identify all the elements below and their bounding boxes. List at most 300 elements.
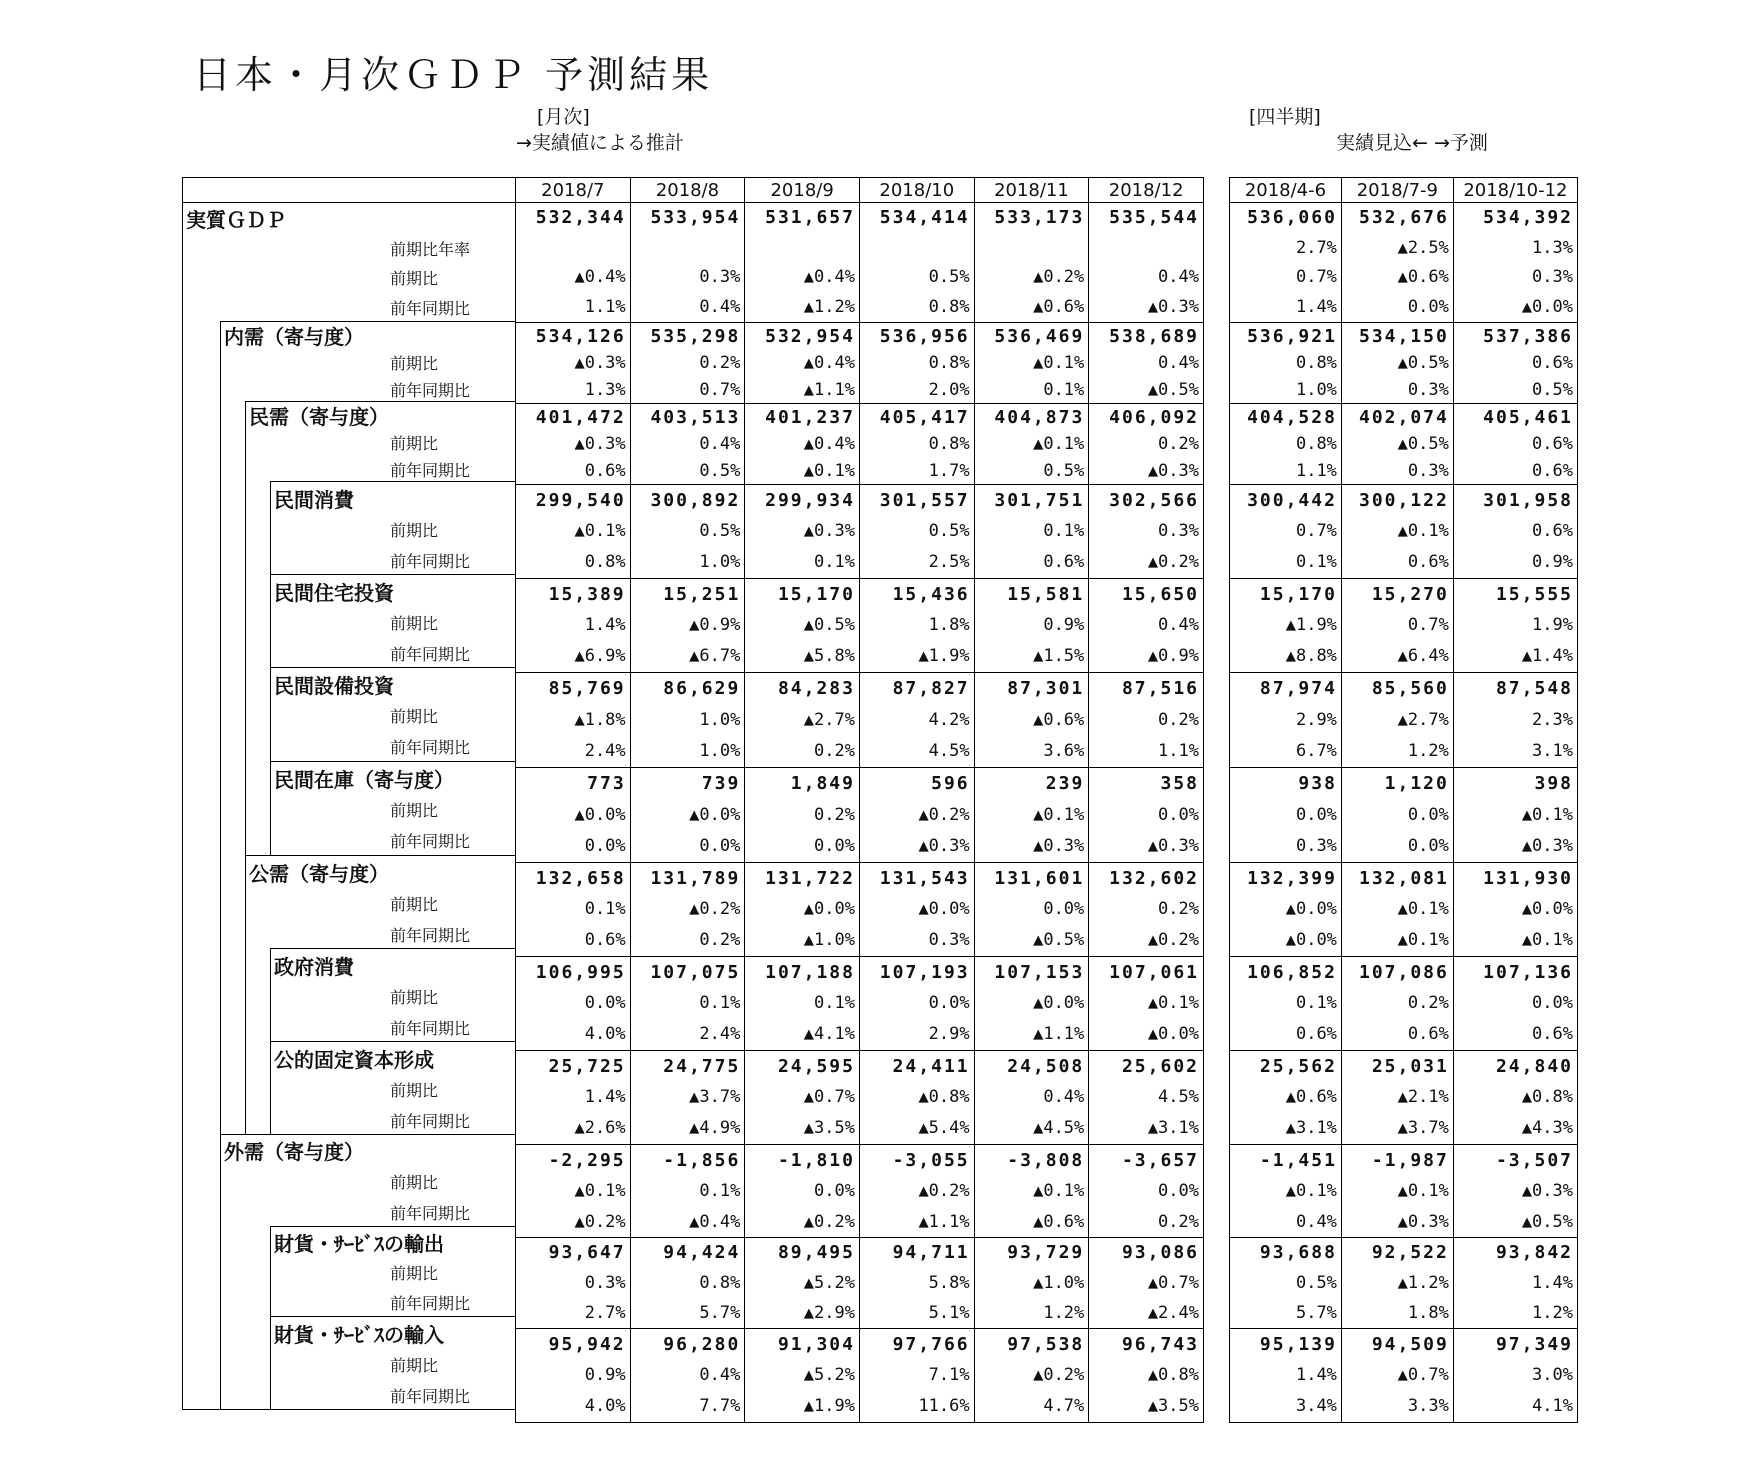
block-divider	[270, 761, 515, 762]
table-row	[516, 1360, 1204, 1391]
table-row	[516, 1144, 1204, 1175]
data-cell: ▲3.7%	[1341, 1113, 1453, 1145]
table-row	[516, 988, 1204, 1019]
data-cell: 106,852	[1230, 956, 1342, 988]
data-cell: 3.0%	[1453, 1360, 1577, 1391]
data-cell: 1.3%	[1453, 233, 1577, 263]
data-cell: 0.3%	[516, 1268, 631, 1298]
block-divider	[182, 202, 515, 203]
data-cell: 534,392	[1453, 203, 1577, 233]
data-cell: ▲4.3%	[1453, 1113, 1577, 1145]
data-cell: ▲2.4%	[1089, 1298, 1204, 1329]
data-cell: 3.1%	[1453, 736, 1577, 768]
data-cell: ▲0.0%	[516, 799, 631, 830]
data-cell: 107,136	[1453, 956, 1577, 988]
table-row	[1230, 292, 1578, 322]
data-cell: 93,729	[974, 1237, 1089, 1268]
data-cell: 107,086	[1341, 956, 1453, 988]
table-row	[516, 1237, 1204, 1268]
data-cell: 358	[1089, 767, 1204, 799]
data-cell: ▲5.2%	[745, 1360, 860, 1391]
table-row	[516, 263, 1204, 293]
data-cell: ▲1.2%	[1341, 1268, 1453, 1298]
table-row	[1230, 704, 1578, 735]
data-cell: 0.4%	[1089, 263, 1204, 293]
table-row	[1230, 956, 1578, 988]
table-row	[516, 516, 1204, 547]
data-cell: ▲0.5%	[1341, 431, 1453, 458]
data-cell: ▲5.4%	[859, 1113, 974, 1145]
table-row	[1230, 516, 1578, 547]
row-metric-label: 前期比	[390, 1173, 439, 1192]
data-cell: 538,689	[1089, 323, 1204, 350]
column-header: 2018/12	[1089, 178, 1204, 203]
data-cell: 97,349	[1453, 1328, 1577, 1360]
data-cell: ▲0.3%	[1453, 831, 1577, 863]
data-cell: 25,725	[516, 1050, 631, 1082]
data-cell: 132,081	[1341, 862, 1453, 894]
data-cell: 0.1%	[630, 988, 745, 1019]
data-cell: ▲8.8%	[1230, 641, 1342, 673]
data-cell: ▲0.9%	[1089, 641, 1204, 673]
table-row	[1230, 1237, 1578, 1268]
table-row	[516, 641, 1204, 673]
data-cell: ▲0.8%	[859, 1082, 974, 1113]
data-cell: ▲0.3%	[1089, 457, 1204, 484]
data-cell: 86,629	[630, 672, 745, 704]
row-group-label: 公需（寄与度）	[249, 861, 389, 886]
data-cell: -3,507	[1453, 1144, 1577, 1175]
table-row	[516, 1050, 1204, 1082]
data-cell: ▲0.5%	[1453, 1206, 1577, 1237]
table-row	[1230, 831, 1578, 863]
data-cell: 533,954	[630, 203, 745, 233]
data-cell: 0.1%	[516, 894, 631, 925]
data-cell: 0.0%	[516, 988, 631, 1019]
table-row	[1230, 350, 1578, 377]
row-metric-label: 前期比	[390, 1264, 439, 1283]
data-cell: 1.9%	[1453, 610, 1577, 641]
data-cell: 87,827	[859, 672, 974, 704]
table-row	[1230, 672, 1578, 704]
data-cell: ▲1.5%	[974, 641, 1089, 673]
table-row	[1230, 1391, 1578, 1423]
data-cell: 2.7%	[1230, 233, 1342, 263]
indent-line	[245, 855, 246, 1134]
data-cell: 92,522	[1341, 1237, 1453, 1268]
data-cell: 532,344	[516, 203, 631, 233]
data-cell: 25,602	[1089, 1050, 1204, 1082]
table-row	[516, 376, 1204, 403]
data-cell: 4.2%	[859, 704, 974, 735]
data-cell	[1089, 233, 1204, 263]
data-cell: 0.0%	[1341, 799, 1453, 830]
data-cell: 87,516	[1089, 672, 1204, 704]
data-cell: -3,808	[974, 1144, 1089, 1175]
data-cell: 0.4%	[630, 1360, 745, 1391]
data-cell: 402,074	[1341, 403, 1453, 430]
data-cell: ▲0.3%	[745, 516, 860, 547]
table-row	[516, 403, 1204, 430]
data-cell: 131,789	[630, 862, 745, 894]
data-cell: 0.6%	[516, 457, 631, 484]
data-cell: ▲0.6%	[974, 704, 1089, 735]
data-cell: 1.3%	[516, 376, 631, 403]
data-cell: ▲1.2%	[745, 292, 860, 322]
data-cell: 15,170	[745, 578, 860, 610]
data-cell: 1.8%	[859, 610, 974, 641]
data-cell: 0.0%	[630, 831, 745, 863]
data-cell: ▲0.1%	[1453, 925, 1577, 957]
data-cell: ▲3.5%	[745, 1113, 860, 1145]
data-cell: 301,958	[1453, 484, 1577, 516]
data-cell: ▲0.6%	[1341, 263, 1453, 293]
data-cell: 24,840	[1453, 1050, 1577, 1082]
data-cell: ▲0.1%	[974, 431, 1089, 458]
data-cell: ▲2.1%	[1341, 1082, 1453, 1113]
data-cell: 533,173	[974, 203, 1089, 233]
data-cell: -1,451	[1230, 1144, 1342, 1175]
table-row	[516, 1082, 1204, 1113]
table-row	[1230, 641, 1578, 673]
row-metric-label: 前期比	[390, 894, 439, 914]
data-cell: ▲1.9%	[745, 1391, 860, 1423]
row-group-label: 民間在庫（寄与度）	[274, 767, 454, 792]
data-cell	[974, 233, 1089, 263]
data-cell: 0.5%	[859, 263, 974, 293]
data-cell: 0.1%	[1230, 988, 1342, 1019]
data-cell: 302,566	[1089, 484, 1204, 516]
data-cell: 0.2%	[745, 799, 860, 830]
data-cell: 5.7%	[1230, 1298, 1342, 1329]
data-cell: 0.2%	[1089, 1206, 1204, 1237]
data-cell: ▲5.8%	[745, 641, 860, 673]
data-cell: 6.7%	[1230, 736, 1342, 768]
table-row	[516, 1113, 1204, 1145]
data-cell: 1.4%	[1230, 1360, 1342, 1391]
data-cell: 0.5%	[1230, 1268, 1342, 1298]
data-cell: 532,676	[1341, 203, 1453, 233]
data-cell: ▲0.4%	[745, 263, 860, 293]
row-group-label: 政府消費	[274, 954, 354, 979]
data-cell: ▲0.1%	[745, 457, 860, 484]
data-cell: 0.5%	[859, 516, 974, 547]
table-row	[1230, 263, 1578, 293]
data-cell: ▲0.0%	[1453, 894, 1577, 925]
data-cell: 87,301	[974, 672, 1089, 704]
table-row	[1230, 1144, 1578, 1175]
data-cell: 0.2%	[1341, 988, 1453, 1019]
data-cell: 0.6%	[516, 925, 631, 957]
data-cell: 107,193	[859, 956, 974, 988]
data-cell: 239	[974, 767, 1089, 799]
data-cell: 0.2%	[1089, 894, 1204, 925]
row-metric-label: 前年同期比	[390, 1203, 471, 1223]
table-row	[1230, 767, 1578, 799]
data-cell: 0.6%	[1453, 350, 1577, 377]
table-row	[1230, 988, 1578, 1019]
data-cell: 2.4%	[630, 1019, 745, 1051]
row-group-label: 財貨・ｻｰﾋﾞｽの輸入	[274, 1322, 444, 1347]
indent-line	[270, 948, 271, 1041]
page-title: 日本・月次ＧＤＰ 予測結果	[193, 53, 714, 97]
row-metric-label: 前年同期比	[390, 1018, 471, 1038]
data-cell: 1.1%	[1089, 736, 1204, 768]
data-cell: 401,237	[745, 403, 860, 430]
data-cell: 300,122	[1341, 484, 1453, 516]
data-cell: ▲4.5%	[974, 1113, 1089, 1145]
row-metric-label: 前期比	[390, 987, 439, 1007]
indent-line	[270, 574, 271, 667]
row-metric-label: 前年同期比	[390, 1386, 471, 1406]
data-cell: 0.5%	[630, 516, 745, 547]
data-cell: 0.2%	[630, 350, 745, 377]
data-cell: 534,150	[1341, 323, 1453, 350]
table-row	[516, 203, 1204, 233]
data-cell: 3.4%	[1230, 1391, 1342, 1423]
quarterly-section-label: [四半期]	[1249, 106, 1321, 128]
data-cell	[745, 233, 860, 263]
column-header: 2018/7-9	[1341, 178, 1453, 203]
data-cell: 301,751	[974, 484, 1089, 516]
data-cell: 1.4%	[516, 610, 631, 641]
quarterly-header-row	[1230, 178, 1578, 203]
data-cell: 97,538	[974, 1328, 1089, 1360]
data-cell: 536,921	[1230, 323, 1342, 350]
data-cell: ▲0.3%	[974, 831, 1089, 863]
quarterly-table	[1229, 177, 1578, 1423]
data-cell: 96,743	[1089, 1328, 1204, 1360]
row-metric-label: 前期比	[390, 707, 439, 726]
data-cell: ▲4.9%	[630, 1113, 745, 1145]
data-cell: 0.3%	[1453, 263, 1577, 293]
monthly-section-note: →実績値による推計	[516, 132, 684, 154]
block-divider	[270, 574, 515, 575]
row-metric-label: 前期比	[390, 520, 439, 540]
data-cell: 0.3%	[859, 925, 974, 957]
data-cell: 1.4%	[516, 1082, 631, 1113]
table-row	[1230, 547, 1578, 579]
data-cell: ▲0.3%	[1089, 292, 1204, 322]
data-cell: -1,810	[745, 1144, 860, 1175]
data-cell: 1.0%	[630, 736, 745, 768]
data-cell: ▲0.6%	[1230, 1082, 1342, 1113]
data-cell: 94,424	[630, 1237, 745, 1268]
data-cell: 0.0%	[1453, 988, 1577, 1019]
data-cell: 536,469	[974, 323, 1089, 350]
table-row	[516, 484, 1204, 516]
data-cell: ▲0.1%	[1341, 1176, 1453, 1207]
data-cell: ▲3.5%	[1089, 1391, 1204, 1423]
data-cell: 15,389	[516, 578, 631, 610]
data-cell: 1.1%	[516, 292, 631, 322]
table-row	[1230, 1206, 1578, 1237]
data-cell: 537,386	[1453, 323, 1577, 350]
table-row	[1230, 484, 1578, 516]
table-row	[1230, 457, 1578, 484]
table-row	[516, 736, 1204, 768]
data-cell: ▲0.8%	[1089, 1360, 1204, 1391]
data-cell: 531,657	[745, 203, 860, 233]
table-row	[516, 672, 1204, 704]
data-cell: 299,540	[516, 484, 631, 516]
data-cell: 106,995	[516, 956, 631, 988]
data-cell: ▲0.1%	[974, 350, 1089, 377]
data-cell: ▲0.2%	[630, 894, 745, 925]
data-cell: 15,650	[1089, 578, 1204, 610]
data-cell: ▲0.7%	[1341, 1360, 1453, 1391]
data-cell: ▲0.8%	[1453, 1082, 1577, 1113]
row-group-label: 財貨・ｻｰﾋﾞｽの輸出	[274, 1232, 444, 1256]
data-cell: 536,060	[1230, 203, 1342, 233]
data-cell: ▲2.7%	[1341, 704, 1453, 735]
data-cell: 0.1%	[974, 516, 1089, 547]
data-cell: 0.9%	[1453, 547, 1577, 579]
data-cell: -3,657	[1089, 1144, 1204, 1175]
data-cell: ▲3.7%	[630, 1082, 745, 1113]
table-row	[1230, 1328, 1578, 1360]
data-cell: ▲0.2%	[516, 1206, 631, 1237]
data-cell: 95,942	[516, 1328, 631, 1360]
table-row	[516, 1298, 1204, 1329]
data-cell: 7.7%	[630, 1391, 745, 1423]
data-cell: ▲0.4%	[630, 1206, 745, 1237]
data-cell: ▲0.1%	[1453, 799, 1577, 830]
table-row	[1230, 431, 1578, 458]
data-cell: 0.7%	[1230, 263, 1342, 293]
data-cell: 93,086	[1089, 1237, 1204, 1268]
table-row	[1230, 1082, 1578, 1113]
data-cell: 2.0%	[859, 376, 974, 403]
table-row	[1230, 376, 1578, 403]
data-cell: 0.6%	[1453, 1019, 1577, 1051]
data-cell: -1,987	[1341, 1144, 1453, 1175]
data-cell: 0.4%	[1089, 350, 1204, 377]
row-metric-label: 前期比	[390, 354, 439, 373]
data-cell: 398	[1453, 767, 1577, 799]
data-cell: 403,513	[630, 403, 745, 430]
block-divider	[270, 1316, 515, 1317]
data-cell: ▲0.3%	[1453, 1176, 1577, 1207]
data-cell: 0.8%	[630, 1268, 745, 1298]
data-cell: 301,557	[859, 484, 974, 516]
data-cell: ▲0.2%	[1089, 925, 1204, 957]
table-row	[516, 1206, 1204, 1237]
table-row	[1230, 799, 1578, 830]
block-divider	[270, 1226, 515, 1227]
data-cell: 3.3%	[1341, 1391, 1453, 1423]
data-cell: ▲0.0%	[974, 988, 1089, 1019]
data-cell	[630, 233, 745, 263]
data-cell: ▲6.4%	[1341, 641, 1453, 673]
data-cell: 1.1%	[1230, 457, 1342, 484]
data-cell: -1,856	[630, 1144, 745, 1175]
column-header: 2018/4-6	[1230, 178, 1342, 203]
data-cell: ▲0.5%	[745, 610, 860, 641]
data-cell: 404,873	[974, 403, 1089, 430]
data-cell: 0.8%	[1230, 350, 1342, 377]
data-cell: ▲2.6%	[516, 1113, 631, 1145]
data-cell: 1,849	[745, 767, 860, 799]
data-cell: 93,688	[1230, 1237, 1342, 1268]
data-cell: 0.8%	[859, 350, 974, 377]
data-cell: 0.7%	[1341, 610, 1453, 641]
data-cell: 0.0%	[1341, 831, 1453, 863]
quarterly-section-note: 実績見込← →予測	[1336, 132, 1488, 154]
data-cell: 15,436	[859, 578, 974, 610]
table-row	[1230, 403, 1578, 430]
data-cell: 0.2%	[1089, 431, 1204, 458]
data-cell: ▲0.1%	[974, 1176, 1089, 1207]
data-cell: 0.4%	[630, 431, 745, 458]
table-row	[1230, 862, 1578, 894]
data-cell: 532,954	[745, 323, 860, 350]
data-cell: ▲0.4%	[516, 263, 631, 293]
table-row	[516, 1268, 1204, 1298]
data-cell: 1.0%	[630, 704, 745, 735]
data-cell: 24,775	[630, 1050, 745, 1082]
table-row	[516, 350, 1204, 377]
data-cell: 1.8%	[1341, 1298, 1453, 1329]
row-metric-label: 前年同期比	[390, 925, 471, 945]
data-cell: 15,251	[630, 578, 745, 610]
data-cell: 938	[1230, 767, 1342, 799]
table-row	[1230, 1298, 1578, 1329]
data-cell: 107,075	[630, 956, 745, 988]
data-cell: ▲0.1%	[1341, 894, 1453, 925]
data-cell: 0.8%	[859, 292, 974, 322]
table-row	[516, 1176, 1204, 1207]
data-cell: 536,956	[859, 323, 974, 350]
data-cell: 87,548	[1453, 672, 1577, 704]
data-cell: ▲0.7%	[745, 1082, 860, 1113]
data-cell: 1.2%	[974, 1298, 1089, 1329]
data-cell: 0.0%	[1341, 292, 1453, 322]
data-cell: ▲0.5%	[974, 925, 1089, 957]
data-cell: 0.4%	[1230, 1206, 1342, 1237]
data-cell: ▲1.9%	[1230, 610, 1342, 641]
data-cell: ▲1.0%	[745, 925, 860, 957]
outer-border	[182, 177, 183, 1409]
block-divider	[245, 855, 515, 856]
data-cell: ▲0.1%	[516, 1176, 631, 1207]
data-cell: 0.0%	[1230, 799, 1342, 830]
data-cell: 15,170	[1230, 578, 1342, 610]
data-cell: ▲0.1%	[1341, 516, 1453, 547]
data-cell: 2.7%	[516, 1298, 631, 1329]
table-row	[516, 1391, 1204, 1423]
table-row	[516, 862, 1204, 894]
table-row	[516, 831, 1204, 863]
data-cell: 4.5%	[1089, 1082, 1204, 1113]
data-cell: -2,295	[516, 1144, 631, 1175]
data-cell: 24,595	[745, 1050, 860, 1082]
data-cell: 107,061	[1089, 956, 1204, 988]
data-cell: 89,495	[745, 1237, 860, 1268]
data-cell: ▲1.4%	[1453, 641, 1577, 673]
data-cell: ▲0.2%	[859, 799, 974, 830]
table-row	[516, 233, 1204, 263]
row-group-label: 公的固定資本形成	[274, 1047, 434, 1072]
row-metric-label: 前期比	[390, 434, 439, 453]
row-metric-label: 前年同期比	[390, 1294, 471, 1313]
data-cell: ▲0.3%	[859, 831, 974, 863]
data-cell: 1.0%	[630, 547, 745, 579]
data-cell: 1.2%	[1341, 736, 1453, 768]
row-metric-label: 前期比	[390, 801, 439, 820]
data-cell: 0.6%	[1230, 1019, 1342, 1051]
data-cell: 0.7%	[1230, 516, 1342, 547]
